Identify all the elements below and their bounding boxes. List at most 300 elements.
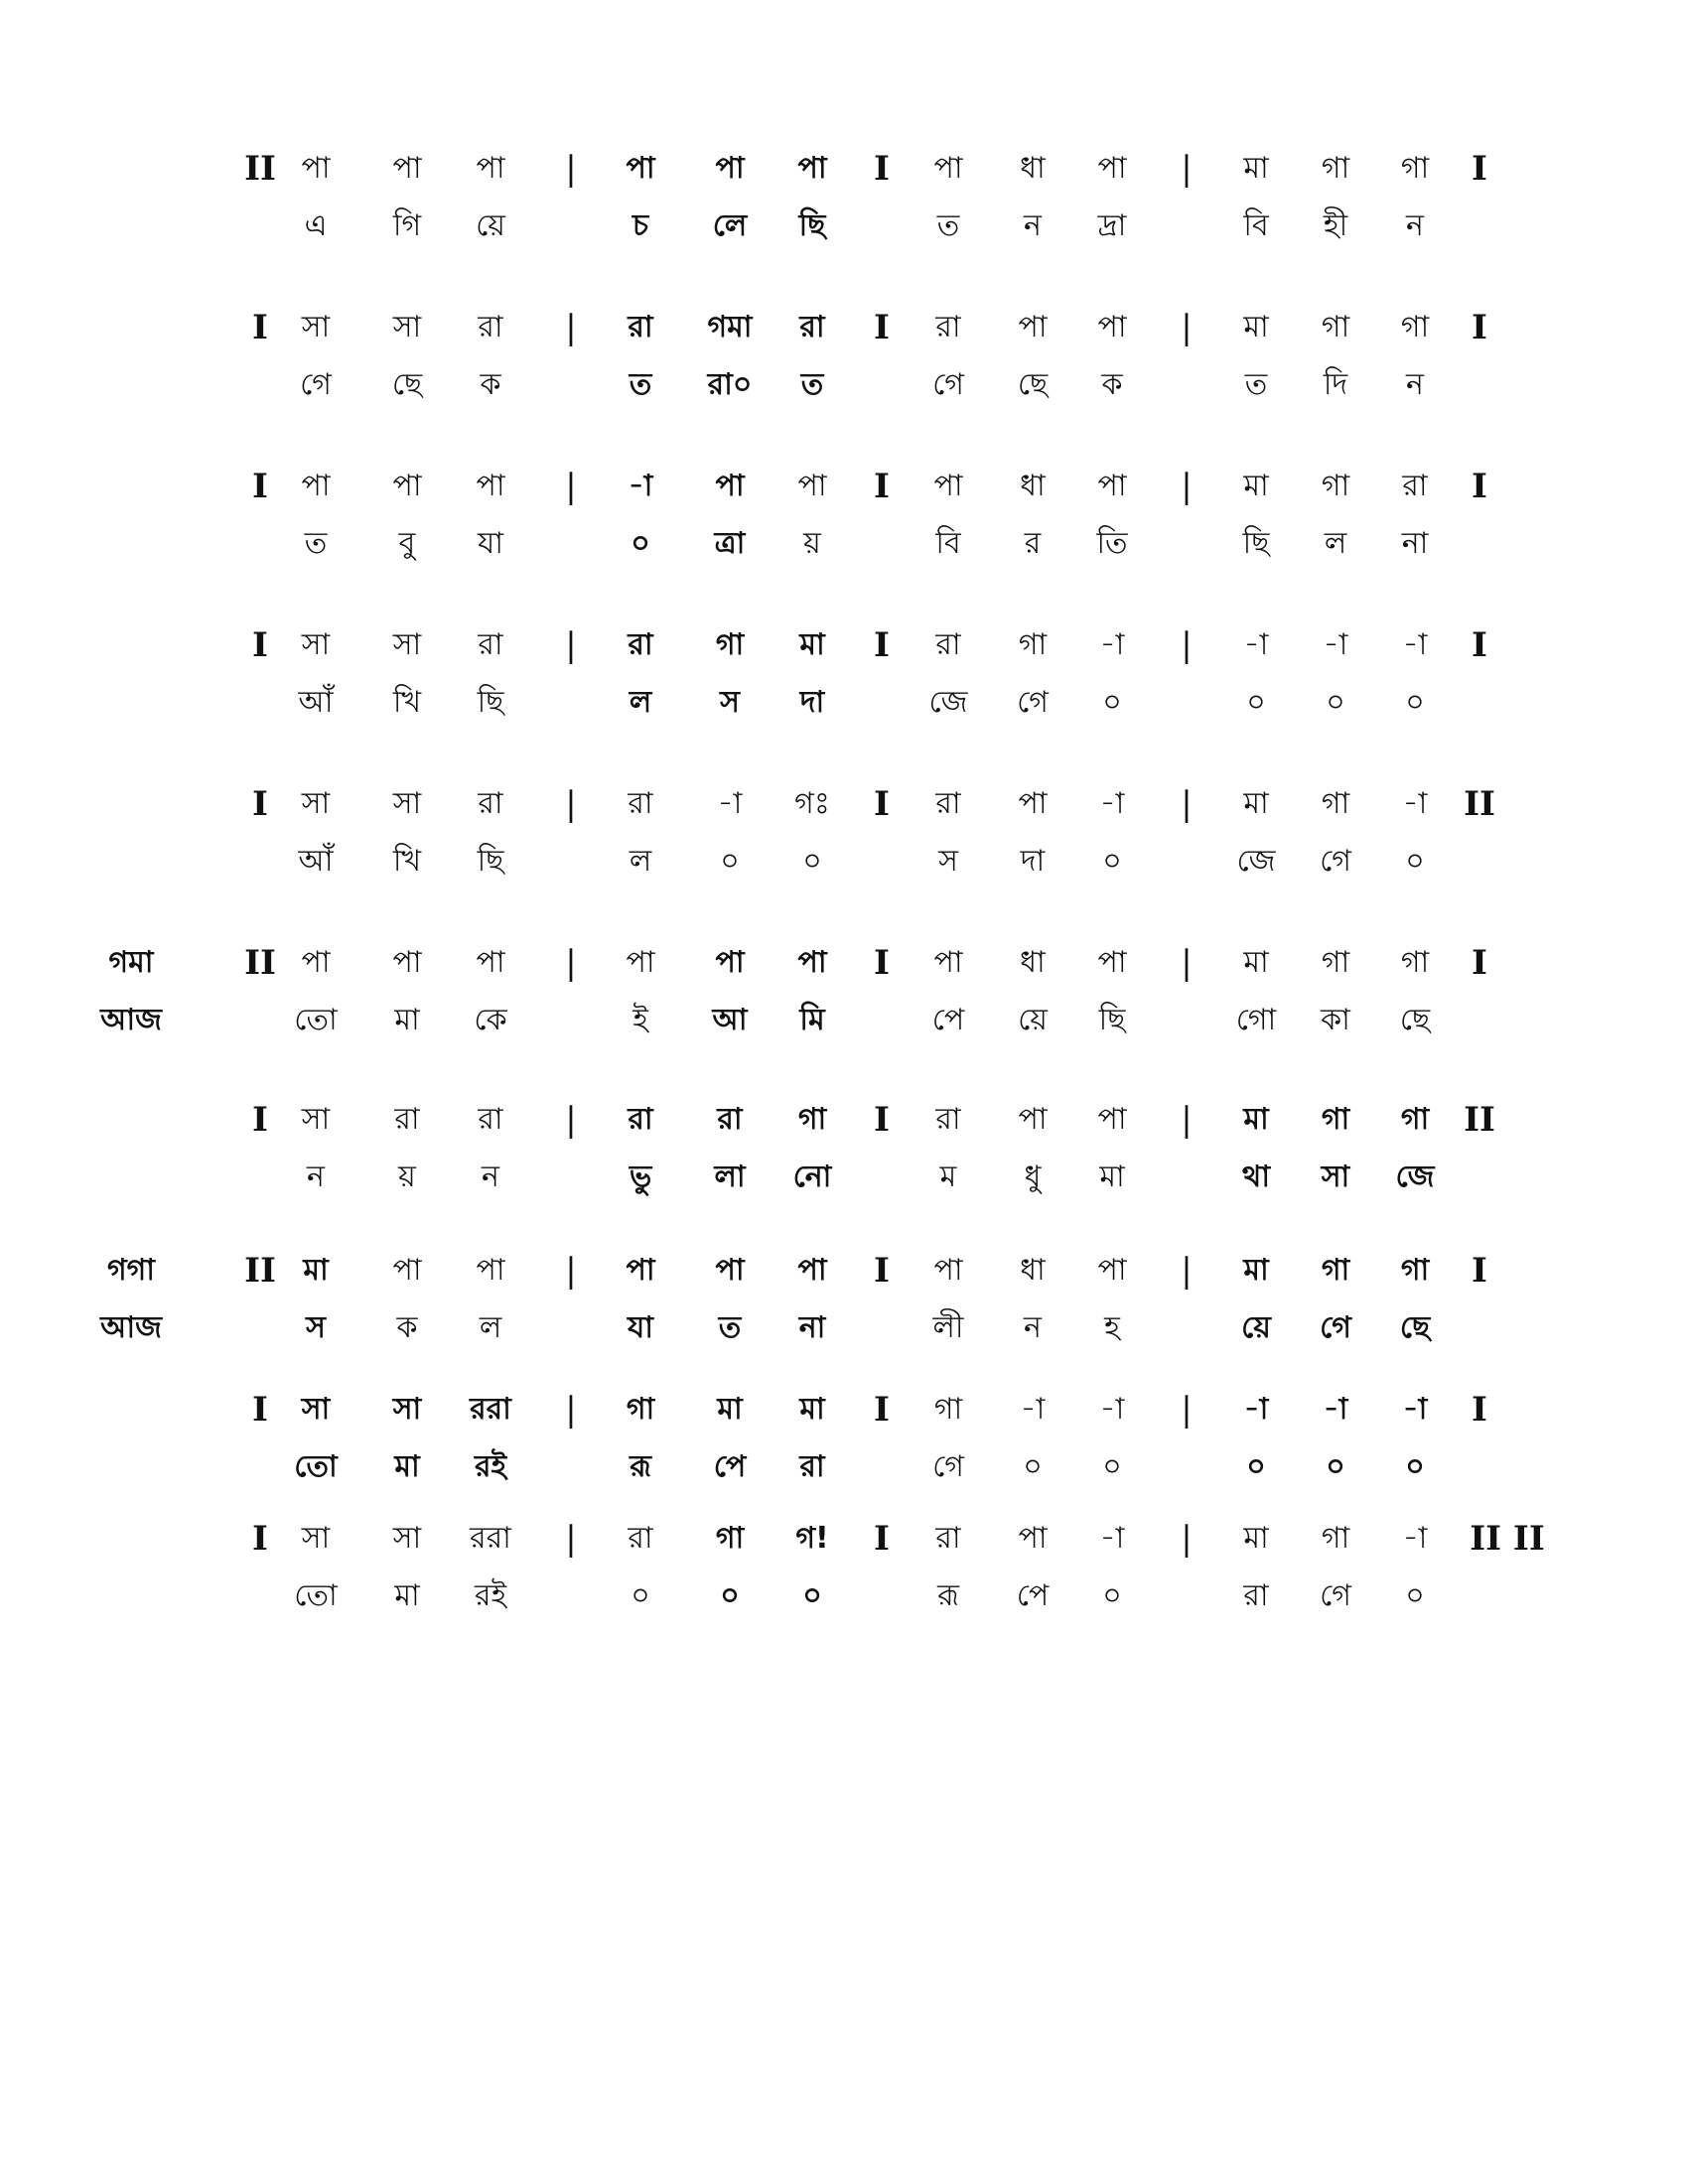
lyric-syllable: গে [1017, 685, 1049, 720]
closing-barline: I [1472, 149, 1487, 189]
note: পা [797, 945, 827, 980]
note: রা [628, 1521, 653, 1556]
note: ধা [1020, 151, 1046, 186]
lyric-syllable: ০ [1102, 1578, 1122, 1613]
note: পা [626, 945, 655, 980]
note: মা [1243, 469, 1269, 503]
stanza-1 [0, 149, 1688, 288]
notes-line [0, 625, 1688, 685]
note: পা [476, 945, 505, 980]
note: রা [935, 786, 961, 821]
lyric-syllable: ছি [477, 685, 504, 720]
barline: | [1181, 1251, 1193, 1291]
barline: | [1181, 467, 1193, 506]
lyric-syllable: ০ [720, 844, 740, 879]
barline: | [565, 625, 577, 665]
note: পা [392, 945, 422, 980]
note: -া [1323, 1392, 1348, 1427]
notes-line [0, 308, 1688, 367]
lyric-syllable: ই [633, 1003, 648, 1037]
lyric-syllable: লে [712, 208, 748, 243]
lyric-syllable: খি [392, 844, 422, 879]
opening-barline: I [252, 1100, 268, 1140]
lyric-syllable: ছে [1399, 1003, 1431, 1037]
note: -া [1402, 627, 1428, 662]
barline: | [565, 1251, 577, 1291]
note: গা [715, 627, 745, 662]
lyric-syllable: এ [304, 208, 328, 243]
lyrics-line [0, 524, 1688, 584]
lyric-syllable: ০ [1326, 1449, 1345, 1484]
note: রা [478, 786, 503, 821]
barline: | [565, 467, 577, 506]
note: ররা [470, 1392, 511, 1427]
lyric-syllable: ত্রা [714, 526, 746, 561]
note: -া [1099, 1392, 1125, 1427]
note: পা [1097, 1253, 1127, 1288]
barline: I [874, 1390, 890, 1430]
note: সা [301, 310, 331, 344]
barline: I [874, 1251, 890, 1291]
lyric-syllable: গে [1320, 1310, 1351, 1345]
barline: | [565, 149, 577, 189]
lyric-syllable: ০ [1246, 1449, 1266, 1484]
note: পা [1097, 945, 1127, 980]
lyric-syllable: হ [1104, 1310, 1120, 1345]
lyric-syllable: ছি [1242, 526, 1270, 561]
note: পা [1018, 310, 1048, 344]
note: ররা [470, 1521, 511, 1556]
lyrics-line [0, 206, 1688, 266]
stanza-3 [0, 467, 1688, 606]
note: পা [1018, 1521, 1048, 1556]
lyric-syllable: য়ে [1018, 1003, 1048, 1037]
lyric-syllable: পে [931, 1003, 965, 1037]
lyric-syllable: বি [1243, 208, 1269, 243]
note: পা [1097, 1102, 1127, 1137]
note: গঃ [794, 786, 830, 821]
lyric-syllable: ০ [1246, 685, 1266, 720]
side-label: গগা [106, 1253, 156, 1288]
stanza-9 [0, 1390, 1688, 1529]
note: গা [1321, 945, 1350, 980]
note: পা [392, 151, 422, 186]
lyric-syllable: ছে [1017, 367, 1049, 402]
note: রা [394, 1102, 420, 1137]
lyric-syllable: জে [1236, 844, 1276, 879]
note: গা [1400, 1102, 1430, 1137]
lyric-syllable: ০ [720, 1578, 740, 1613]
note: সা [392, 627, 422, 662]
note: মা [1243, 945, 1269, 980]
note: মা [799, 627, 825, 662]
note: -া [1402, 1392, 1428, 1427]
lyric-syllable: রা [1243, 1578, 1269, 1613]
stanza-5 [0, 784, 1688, 923]
barline: | [1181, 784, 1193, 824]
note: গা [1321, 469, 1350, 503]
lyric-syllable: মা [394, 1003, 420, 1037]
note: রা [935, 1102, 961, 1137]
note: পা [933, 945, 963, 980]
note: সা [392, 786, 422, 821]
note: পা [797, 1253, 827, 1288]
note: মা [1243, 1521, 1269, 1556]
lyric-syllable: জে [1395, 1160, 1435, 1194]
lyric-syllable: রা [799, 1449, 825, 1484]
stanza-8 [0, 1251, 1688, 1390]
lyric-syllable: র [1024, 526, 1042, 561]
note: সা [301, 1392, 331, 1427]
lyric-syllable: কা [1321, 1003, 1350, 1037]
opening-barline: II [244, 943, 276, 983]
note: পা [301, 151, 331, 186]
side-label: আজ [100, 1003, 162, 1037]
note: সা [392, 310, 422, 344]
note: পা [392, 469, 422, 503]
lyric-syllable: লী [932, 1310, 964, 1345]
note: রা [478, 1102, 503, 1137]
opening-barline: II [244, 1251, 276, 1291]
note: রা [935, 1521, 961, 1556]
note: গা [1321, 1521, 1350, 1556]
note: গমা [707, 310, 753, 344]
lyric-syllable: ধু [1024, 1160, 1042, 1194]
barline: | [1181, 1100, 1193, 1140]
note: ধা [1020, 469, 1046, 503]
lyric-syllable: স [720, 685, 740, 720]
barline: | [565, 308, 577, 347]
note: -া [1099, 786, 1125, 821]
lyric-syllable: না [798, 1310, 826, 1345]
barline: | [1181, 1390, 1193, 1430]
closing-barline: II [1464, 784, 1495, 824]
note: রা [717, 1102, 743, 1137]
note: গা [797, 1102, 827, 1137]
lyric-syllable: ল [1324, 526, 1347, 561]
note: পা [476, 151, 505, 186]
lyric-syllable: ০ [1405, 685, 1425, 720]
opening-barline: I [252, 1390, 268, 1430]
closing-barline: I [1472, 1251, 1487, 1291]
lyric-syllable: মা [394, 1578, 420, 1613]
notes-line [0, 1251, 1688, 1310]
lyric-syllable: ন [482, 1160, 499, 1194]
note: রা [628, 1102, 653, 1137]
lyric-syllable: যা [478, 526, 503, 561]
note: সা [301, 1102, 331, 1137]
note: পা [797, 151, 827, 186]
note: -া [1020, 1392, 1046, 1427]
lyric-syllable: য়ে [1241, 1310, 1271, 1345]
lyric-syllable: কে [474, 1003, 507, 1037]
note: গা [933, 1392, 963, 1427]
lyric-syllable: ০ [802, 1578, 822, 1613]
notes-line [0, 149, 1688, 208]
note: গা [1321, 786, 1350, 821]
lyric-syllable: ন [307, 1160, 325, 1194]
stanza-7 [0, 1100, 1688, 1239]
lyric-syllable: ছি [477, 844, 504, 879]
note: -া [1243, 627, 1269, 662]
note: সা [301, 786, 331, 821]
note: রা [628, 310, 653, 344]
note: -া [1099, 1521, 1125, 1556]
lyric-syllable: তো [294, 1003, 338, 1037]
note: মা [1243, 310, 1269, 344]
lyrics-line [0, 1308, 1688, 1368]
note: পা [933, 151, 963, 186]
note: -া [717, 786, 743, 821]
note: গা [1321, 310, 1350, 344]
note: পা [933, 469, 963, 503]
lyric-syllable: থা [1241, 1160, 1271, 1194]
note: গ! [795, 1521, 829, 1556]
lyric-syllable: গে [932, 367, 964, 402]
note: পা [715, 469, 745, 503]
lyric-syllable: ভু [629, 1160, 652, 1194]
note: পা [1097, 310, 1127, 344]
barline: | [1181, 943, 1193, 983]
opening-barline: I [252, 308, 268, 347]
note: রা [628, 627, 653, 662]
note: মা [799, 1392, 825, 1427]
lyric-syllable: রূ [937, 1578, 959, 1613]
note: -া [628, 469, 653, 503]
lyric-syllable: রা০ [707, 367, 753, 402]
note: মা [1243, 1253, 1269, 1288]
note: রা [628, 786, 653, 821]
lyric-syllable: আ [712, 1003, 748, 1037]
lyric-syllable: তো [294, 1578, 338, 1613]
lyric-syllable: ক [480, 367, 501, 402]
stanza-2 [0, 308, 1688, 447]
lyric-syllable: মা [1099, 1160, 1125, 1194]
note: রা [478, 627, 503, 662]
stanza-4 [0, 625, 1688, 764]
barline: | [565, 1519, 577, 1559]
note: রা [935, 310, 961, 344]
barline: | [1181, 149, 1193, 189]
lyric-syllable: গে [1320, 844, 1351, 879]
lyric-syllable: মা [394, 1449, 420, 1484]
lyric-syllable: পে [713, 1449, 747, 1484]
note: গা [1400, 151, 1430, 186]
lyric-syllable: ০ [1405, 1578, 1425, 1613]
lyric-syllable: স [938, 844, 958, 879]
lyric-syllable: বি [935, 526, 961, 561]
lyric-syllable: ০ [1405, 1449, 1425, 1484]
note: রা [935, 627, 961, 662]
lyric-syllable: ন [1406, 208, 1424, 243]
note: গা [1321, 1102, 1350, 1137]
note: মা [717, 1392, 743, 1427]
note: মা [1243, 1102, 1269, 1137]
lyric-syllable: ল [629, 685, 652, 720]
lyric-syllable: ক [396, 1310, 418, 1345]
lyric-syllable: স [306, 1310, 326, 1345]
lyric-syllable: গি [392, 208, 422, 243]
lyric-syllable: আঁ [298, 685, 334, 720]
note: সা [392, 1521, 422, 1556]
note: গা [1400, 1253, 1430, 1288]
note: গা [1321, 151, 1350, 186]
lyric-syllable: ০ [802, 844, 822, 879]
lyric-syllable: ০ [1102, 685, 1122, 720]
note: পা [715, 151, 745, 186]
note: রা [478, 310, 503, 344]
barline: I [874, 308, 890, 347]
opening-barline: I [252, 625, 268, 665]
lyric-syllable: য় [803, 526, 821, 561]
lyrics-line [0, 1158, 1688, 1217]
barline: I [874, 1100, 890, 1140]
barline: I [874, 625, 890, 665]
closing-barline: II II [1470, 1519, 1545, 1559]
barline: | [565, 784, 577, 824]
lyric-syllable: চ [632, 208, 649, 243]
note: রা [1402, 469, 1428, 503]
lyric-syllable: জে [928, 685, 968, 720]
barline: | [1181, 1519, 1193, 1559]
opening-barline: II [244, 149, 276, 189]
barline: I [874, 149, 890, 189]
note: সা [392, 1392, 422, 1427]
lyric-syllable: দা [799, 685, 825, 720]
barline: I [874, 943, 890, 983]
lyric-syllable: ক [1101, 367, 1123, 402]
barline: I [874, 467, 890, 506]
notes-line [0, 1519, 1688, 1578]
lyric-syllable: তি [1096, 526, 1128, 561]
barline: | [565, 943, 577, 983]
closing-barline: I [1472, 467, 1487, 506]
lyric-syllable: ত [718, 1310, 742, 1345]
stanza-10 [0, 1519, 1688, 1658]
lyric-syllable: ০ [1326, 685, 1345, 720]
closing-barline: I [1472, 943, 1487, 983]
note: পা [301, 945, 331, 980]
note: -া [1243, 1392, 1269, 1427]
lyrics-line [0, 1447, 1688, 1507]
lyric-syllable: গে [1320, 1578, 1351, 1613]
lyric-syllable: ম [939, 1160, 957, 1194]
lyric-syllable: রূ [630, 1449, 651, 1484]
note: -া [1323, 627, 1348, 662]
lyric-syllable: দ্রা [1097, 208, 1127, 243]
note: পা [1018, 786, 1048, 821]
lyric-syllable: না [1401, 526, 1429, 561]
lyric-syllable: তো [294, 1449, 338, 1484]
note: মা [1243, 786, 1269, 821]
lyric-syllable: রই [474, 1449, 507, 1484]
notes-line [0, 1100, 1688, 1160]
note: গা [626, 1392, 655, 1427]
lyric-syllable: গে [932, 1449, 964, 1484]
lyrics-line [0, 365, 1688, 425]
closing-barline: I [1472, 308, 1487, 347]
lyric-syllable: ছি [1098, 1003, 1126, 1037]
barline: | [1181, 625, 1193, 665]
note: মা [303, 1253, 329, 1288]
note: -া [1099, 627, 1125, 662]
closing-barline: I [1472, 1390, 1487, 1430]
lyric-syllable: সা [1321, 1160, 1350, 1194]
lyric-syllable: ত [936, 208, 960, 243]
lyric-syllable: দা [1020, 844, 1046, 879]
note: পা [797, 469, 827, 503]
lyric-syllable: ০ [1023, 1449, 1043, 1484]
lyric-syllable: য় [398, 1160, 416, 1194]
lyric-syllable: ত [800, 367, 824, 402]
lyric-syllable: ০ [1102, 844, 1122, 879]
lyric-syllable: মি [799, 1003, 825, 1037]
note: সা [301, 1521, 331, 1556]
closing-barline: II [1464, 1100, 1495, 1140]
note: ধা [1020, 945, 1046, 980]
side-label: গমা [108, 945, 154, 980]
note: পা [392, 1253, 422, 1288]
closing-barline: I [1472, 625, 1487, 665]
note: পা [476, 469, 505, 503]
note: -া [1402, 1521, 1428, 1556]
lyric-syllable: ০ [1102, 1449, 1122, 1484]
lyric-syllable: ছি [798, 208, 826, 243]
barline: | [1181, 308, 1193, 347]
lyrics-line [0, 842, 1688, 901]
barline: I [874, 784, 890, 824]
lyrics-line [0, 683, 1688, 743]
lyric-syllable: রই [474, 1578, 507, 1613]
lyric-syllable: ল [479, 1310, 502, 1345]
barline: | [565, 1390, 577, 1430]
note: পা [626, 151, 655, 186]
note: পা [1018, 1102, 1048, 1137]
lyric-syllable: যা [628, 1310, 653, 1345]
lyrics-line [0, 1576, 1688, 1636]
note: পা [476, 1253, 505, 1288]
lyric-syllable: নো [792, 1160, 832, 1194]
lyric-syllable: ছে [1399, 1310, 1431, 1345]
notes-line [0, 784, 1688, 844]
note: গা [1400, 945, 1430, 980]
note: গা [715, 1521, 745, 1556]
lyric-syllable: দি [1323, 367, 1348, 402]
lyric-syllable: ত [304, 526, 328, 561]
lyric-syllable: গো [1235, 1003, 1277, 1037]
opening-barline: I [252, 784, 268, 824]
lyrics-line [0, 1001, 1688, 1060]
lyric-syllable: পে [1016, 1578, 1050, 1613]
opening-barline: I [252, 467, 268, 506]
lyric-syllable: ০ [631, 1578, 650, 1613]
note: পা [301, 469, 331, 503]
lyric-syllable: ন [1024, 208, 1042, 243]
lyric-syllable: হী [1323, 208, 1348, 243]
lyric-syllable: য়ে [476, 208, 505, 243]
notes-line [0, 1390, 1688, 1449]
note: পা [933, 1253, 963, 1288]
lyric-syllable: খি [392, 685, 422, 720]
note: পা [1097, 151, 1127, 186]
notes-line [0, 943, 1688, 1003]
lyric-syllable: বু [398, 526, 416, 561]
barline: I [874, 1519, 890, 1559]
lyric-syllable: ত [1244, 367, 1268, 402]
note: গা [1321, 1253, 1350, 1288]
lyric-syllable: ন [1024, 1310, 1042, 1345]
note: গা [1400, 310, 1430, 344]
